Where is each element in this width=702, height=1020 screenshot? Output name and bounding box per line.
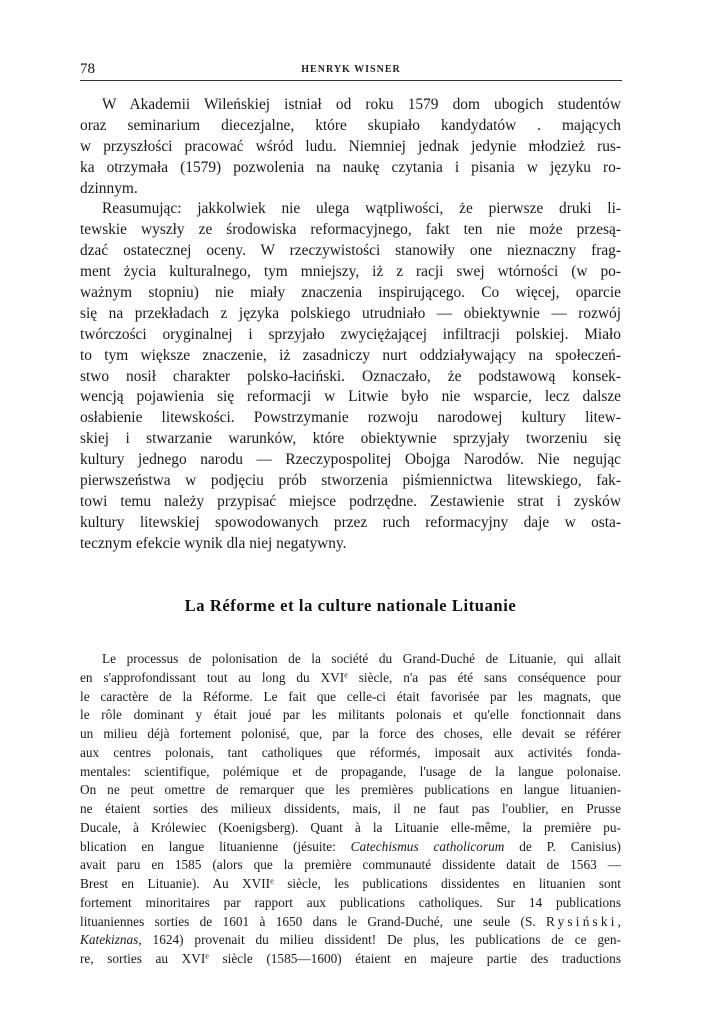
text-line: się na przekładach z języka polskiego utrudniało — obiektywnie — rozwój xyxy=(80,304,621,322)
text-line: Ducale, à Królewiec (Koenigsberg). Quant à la Lituanie elle-même, la première pu- xyxy=(80,819,621,835)
text-line: ka otrzymała (1579) pozwolenia na naukę czytania i pisania w języku ro- xyxy=(80,158,621,176)
text-line: ważnym stopniu) nie miały znaczenia inspirującego. Co więcej, oparcie xyxy=(80,284,621,302)
text-line: tewskie wyszły ze środowiska reformacyjnego, fakt ten nie może przesą- xyxy=(80,221,621,239)
text-line: avait paru en 1585 (alors que la première communauté dissidente datait de 1563 — xyxy=(80,857,621,873)
text-line: twórczości oryginalnej i sprzyjało zwyciężającej infiltracji polskiej. Miało xyxy=(80,325,621,343)
superscript: e xyxy=(270,876,274,886)
text-line: aux centres polonais, tant catholiques que réformés, imposait aux activités fonda- xyxy=(80,744,621,760)
text-line: W Akademii Wileńskiej istniał od roku 1579 dom ubogich studentów xyxy=(102,96,621,113)
paragraph xyxy=(80,95,621,199)
text-line: stwo nosił charakter polsko-łaciński. Oznaczało, że podstawową konsek- xyxy=(80,367,621,385)
text-line: oraz seminarium diecezjalne, które skupiało kandydatów . mających xyxy=(80,116,621,134)
running-head xyxy=(80,60,622,82)
text-line: On ne peut omettre de remarquer que les premières publications en langue lituanien- xyxy=(80,782,621,798)
text-line: re, sorties au XVIe siècle (1585—1600) étaient en majeure partie des traductions xyxy=(80,951,621,966)
text-line: osłabienie litewskości. Powstrzymanie rozwoju narodowej kultury litew- xyxy=(80,409,621,427)
text-line: w przyszłości pracować wśród ludu. Niemniej jednak jedynie młodzież rus- xyxy=(80,137,621,155)
text-line: le caractère de la Réforme. Le fait que celle-ci était favorisée par les magnats, que xyxy=(80,688,621,704)
page-number: 78 xyxy=(80,61,95,77)
superscript: e xyxy=(344,670,348,680)
text-line: wencją pojawienia się reformacji w Litwie było nie wsparcie, lecz dalsze xyxy=(80,388,621,406)
header-rule xyxy=(80,80,622,81)
text-line: fortement minoritaires par rapport aux publications catholiques. Sur 14 publications xyxy=(80,894,621,910)
text-line: to tym większe znaczenie, iż zasadniczy nurt oddziaływający na społeczeń- xyxy=(80,346,621,364)
text-line: un milieu déjà fortement polonisé, que, par la force des choses, elle devait se référer xyxy=(80,726,621,741)
text-line: en s'approfondissant tout au long du XVIe siècle, n'a pas été sans conséquence pour xyxy=(80,669,622,685)
italic-title: Catechismus catholicorum xyxy=(350,838,505,854)
text-line: ne étaient sorties des milieux dissidents, mais, il ne faut pas l'oublier, en Prusse xyxy=(80,801,621,816)
polish-body-text xyxy=(80,95,621,555)
superscript: e xyxy=(205,951,209,961)
text-line: pierwszeństwa w podjęciu prób stworzenia piśmiennictwa litewskiego, fak- xyxy=(80,472,621,490)
text-line: Reasumując: jakkolwiek nie ulega wątpliwości, że pierwsze druki li- xyxy=(102,200,621,218)
spaced-name: Rysiński xyxy=(546,913,618,929)
text-line: kultury jednego narodu — Rzeczypospolitej Obojga Narodów. Nie negując xyxy=(80,451,621,469)
text-line: le rôle dominant y était joué par les militants polonais et qu'elle fonctionnait dans xyxy=(80,707,621,723)
paragraph xyxy=(80,199,621,554)
italic-title: Katekiznas xyxy=(80,932,139,948)
text-line: blication en langue lituanienne (jésuite: Catechismus catholicorum de P. Canisius) xyxy=(80,838,621,854)
text-line: ment życia kulturalnego, tym mniejszy, iż z racji swej wtórności (w po- xyxy=(80,263,621,281)
text-line: lituaniennes sorties de 1601 à 1650 dans le Grand-Duché, une seule (S. Rysiński, xyxy=(80,913,621,929)
text-line: towi temu należy przypisać miejsce podrzędne. Zestawienie strat i zysków xyxy=(80,492,621,510)
text-line: Katekiznas, 1624) provenait du milieu dissident! De plus, les publications de ce gen- xyxy=(80,932,621,948)
text-line: kultury litewskiej spowodowanych przez ruch reformacyjny daje w osta- xyxy=(80,513,621,531)
text-line: dzinnym. xyxy=(80,179,138,197)
text-line: mentales: scientifique, polémique et de propagande, l'usage de la langue polonaise. xyxy=(80,763,621,779)
text-line: Brest en Lituanie). Au XVIIe siècle, les publications dissidentes en lituanien sont xyxy=(80,876,621,891)
running-head-author: HENRYK WISNER xyxy=(301,64,401,75)
text-line: skiej i stwarzanie warunków, które obiektywnie sprzyjały tworzeniu się xyxy=(80,430,621,448)
text-line: Le processus de polonisation de la société du Grand-Duché de Lituanie, qui allait xyxy=(102,651,621,666)
summary-title: La Réforme et la culture nationale Lituanie xyxy=(184,596,517,615)
text-line: dzać ostatecznej oceny. W rzeczywistości stanowiły one nieznaczny frag- xyxy=(80,242,621,260)
text-line: tecznym efekcie wynik dla niej negatywny. xyxy=(80,534,347,552)
french-summary-text xyxy=(80,650,621,969)
